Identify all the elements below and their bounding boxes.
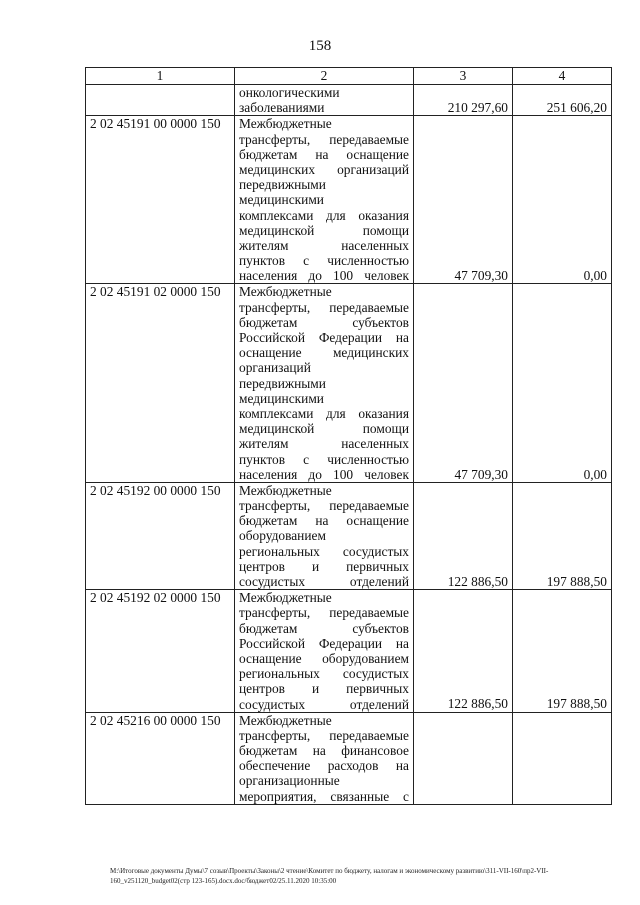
amount-col4: 197 888,50 [513,590,612,713]
description-line: комплексами для оказания [239,405,409,421]
description-line: организаций [239,360,311,376]
description-line: центров и первичных [239,558,409,574]
column-number: 3 [414,68,513,85]
description-line: Межбюджетные [239,590,332,606]
description-line: мероприятия, связанные с [239,788,409,804]
budget-code: 2 02 45192 00 0000 150 [86,482,235,589]
budget-table [85,67,612,805]
description-line: передвижными [239,375,326,391]
description-line: пунктов с численностью [239,451,409,467]
amount-col4 [513,712,612,804]
description-line: оснащение медицинских [239,345,409,361]
description-line: Межбюджетные [239,284,332,300]
description-line: региональных сосудистых [239,543,409,559]
description-line: региональных сосудистых [239,666,409,682]
description-line: центров и первичных [239,681,409,697]
description-line: Межбюджетные [239,482,332,498]
description-line: трансферты, передаваемые [239,727,409,743]
description-cell [235,85,414,116]
description-line: населения до 100 человек [239,268,409,284]
description-cell [235,116,414,284]
column-number-row [86,68,612,85]
table-row [86,482,612,589]
column-number: 4 [513,68,612,85]
budget-code: 2 02 45216 00 0000 150 [86,712,235,804]
column-number: 2 [235,68,414,85]
description-line: Межбюджетные [239,116,332,132]
footer-file-path: М:\Итоговые документы Думы\7 созыв\Проекты\Законы\2 чтение\Комитет по бюджету, налогам и экономическому развитию\311-VII-160\пр2-VII-160_v251120_budget02(стр 123-165).docx.doc/бюджет02/25.11.2020 10:35:00 [110,867,549,885]
description-line: бюджетам субъектов [239,314,409,330]
amount-col3: 47 709,30 [414,284,513,482]
amount-col4: 251 606,20 [513,85,612,116]
description-line: бюджетам субъектов [239,620,409,636]
description-line: бюджетам на оснащение [239,513,409,529]
amount-col3 [414,712,513,804]
table-row [86,85,612,116]
description-line: медицинских организаций [239,161,409,177]
table-row [86,712,612,804]
description-line: Межбюджетные [239,712,332,728]
description-line: трансферты, передаваемые [239,131,409,147]
table-row [86,116,612,284]
amount-col3: 122 886,50 [414,482,513,589]
table-row [86,590,612,713]
description-cell [235,590,414,713]
description-line: жителям населенных [239,237,409,253]
budget-code: 2 02 45191 02 0000 150 [86,284,235,482]
description-line: обеспечение расходов на [239,758,409,774]
description-line: трансферты, передаваемые [239,498,409,514]
amount-col3: 47 709,30 [414,116,513,284]
description-line: жителям населенных [239,436,409,452]
description-cell [235,482,414,589]
budget-code [86,85,235,116]
description-cell [235,712,414,804]
description-line: медицинской помощи [239,222,409,238]
description-line: сосудистых отделений [239,574,409,589]
description-line: комплексами для оказания [239,207,409,223]
description-line: медицинской помощи [239,421,409,437]
description-line: оснащение оборудованием [239,650,409,666]
budget-code: 2 02 45192 02 0000 150 [86,590,235,713]
description-line: бюджетам на оснащение [239,146,409,162]
amount-col3: 122 886,50 [414,590,513,713]
description-line: оборудованием [239,528,326,544]
description-line: населения до 100 человек [239,466,409,482]
description-line: медицинскими [239,192,324,208]
description-line: онкологическими [239,85,340,100]
description-line: трансферты, передаваемые [239,299,409,315]
budget-code: 2 02 45191 00 0000 150 [86,116,235,284]
description-line: заболеваниями [239,100,325,116]
amount-col4: 197 888,50 [513,482,612,589]
description-line: медицинскими [239,390,324,406]
description-line: сосудистых отделений [239,696,409,712]
description-line: Российской Федерации на [239,635,409,651]
description-line: организационные [239,773,340,789]
amount-col4: 0,00 [513,284,612,482]
amount-col4: 0,00 [513,116,612,284]
description-line: трансферты, передаваемые [239,605,409,621]
description-line: бюджетам на финансовое [239,743,409,759]
amount-col3: 210 297,60 [414,85,513,116]
description-line: передвижными [239,177,326,193]
table-row [86,284,612,482]
description-line: пунктов с численностью [239,253,409,269]
column-number: 1 [86,68,235,85]
description-line: Российской Федерации на [239,330,409,345]
page-number: 158 [308,38,332,54]
description-cell [235,284,414,482]
